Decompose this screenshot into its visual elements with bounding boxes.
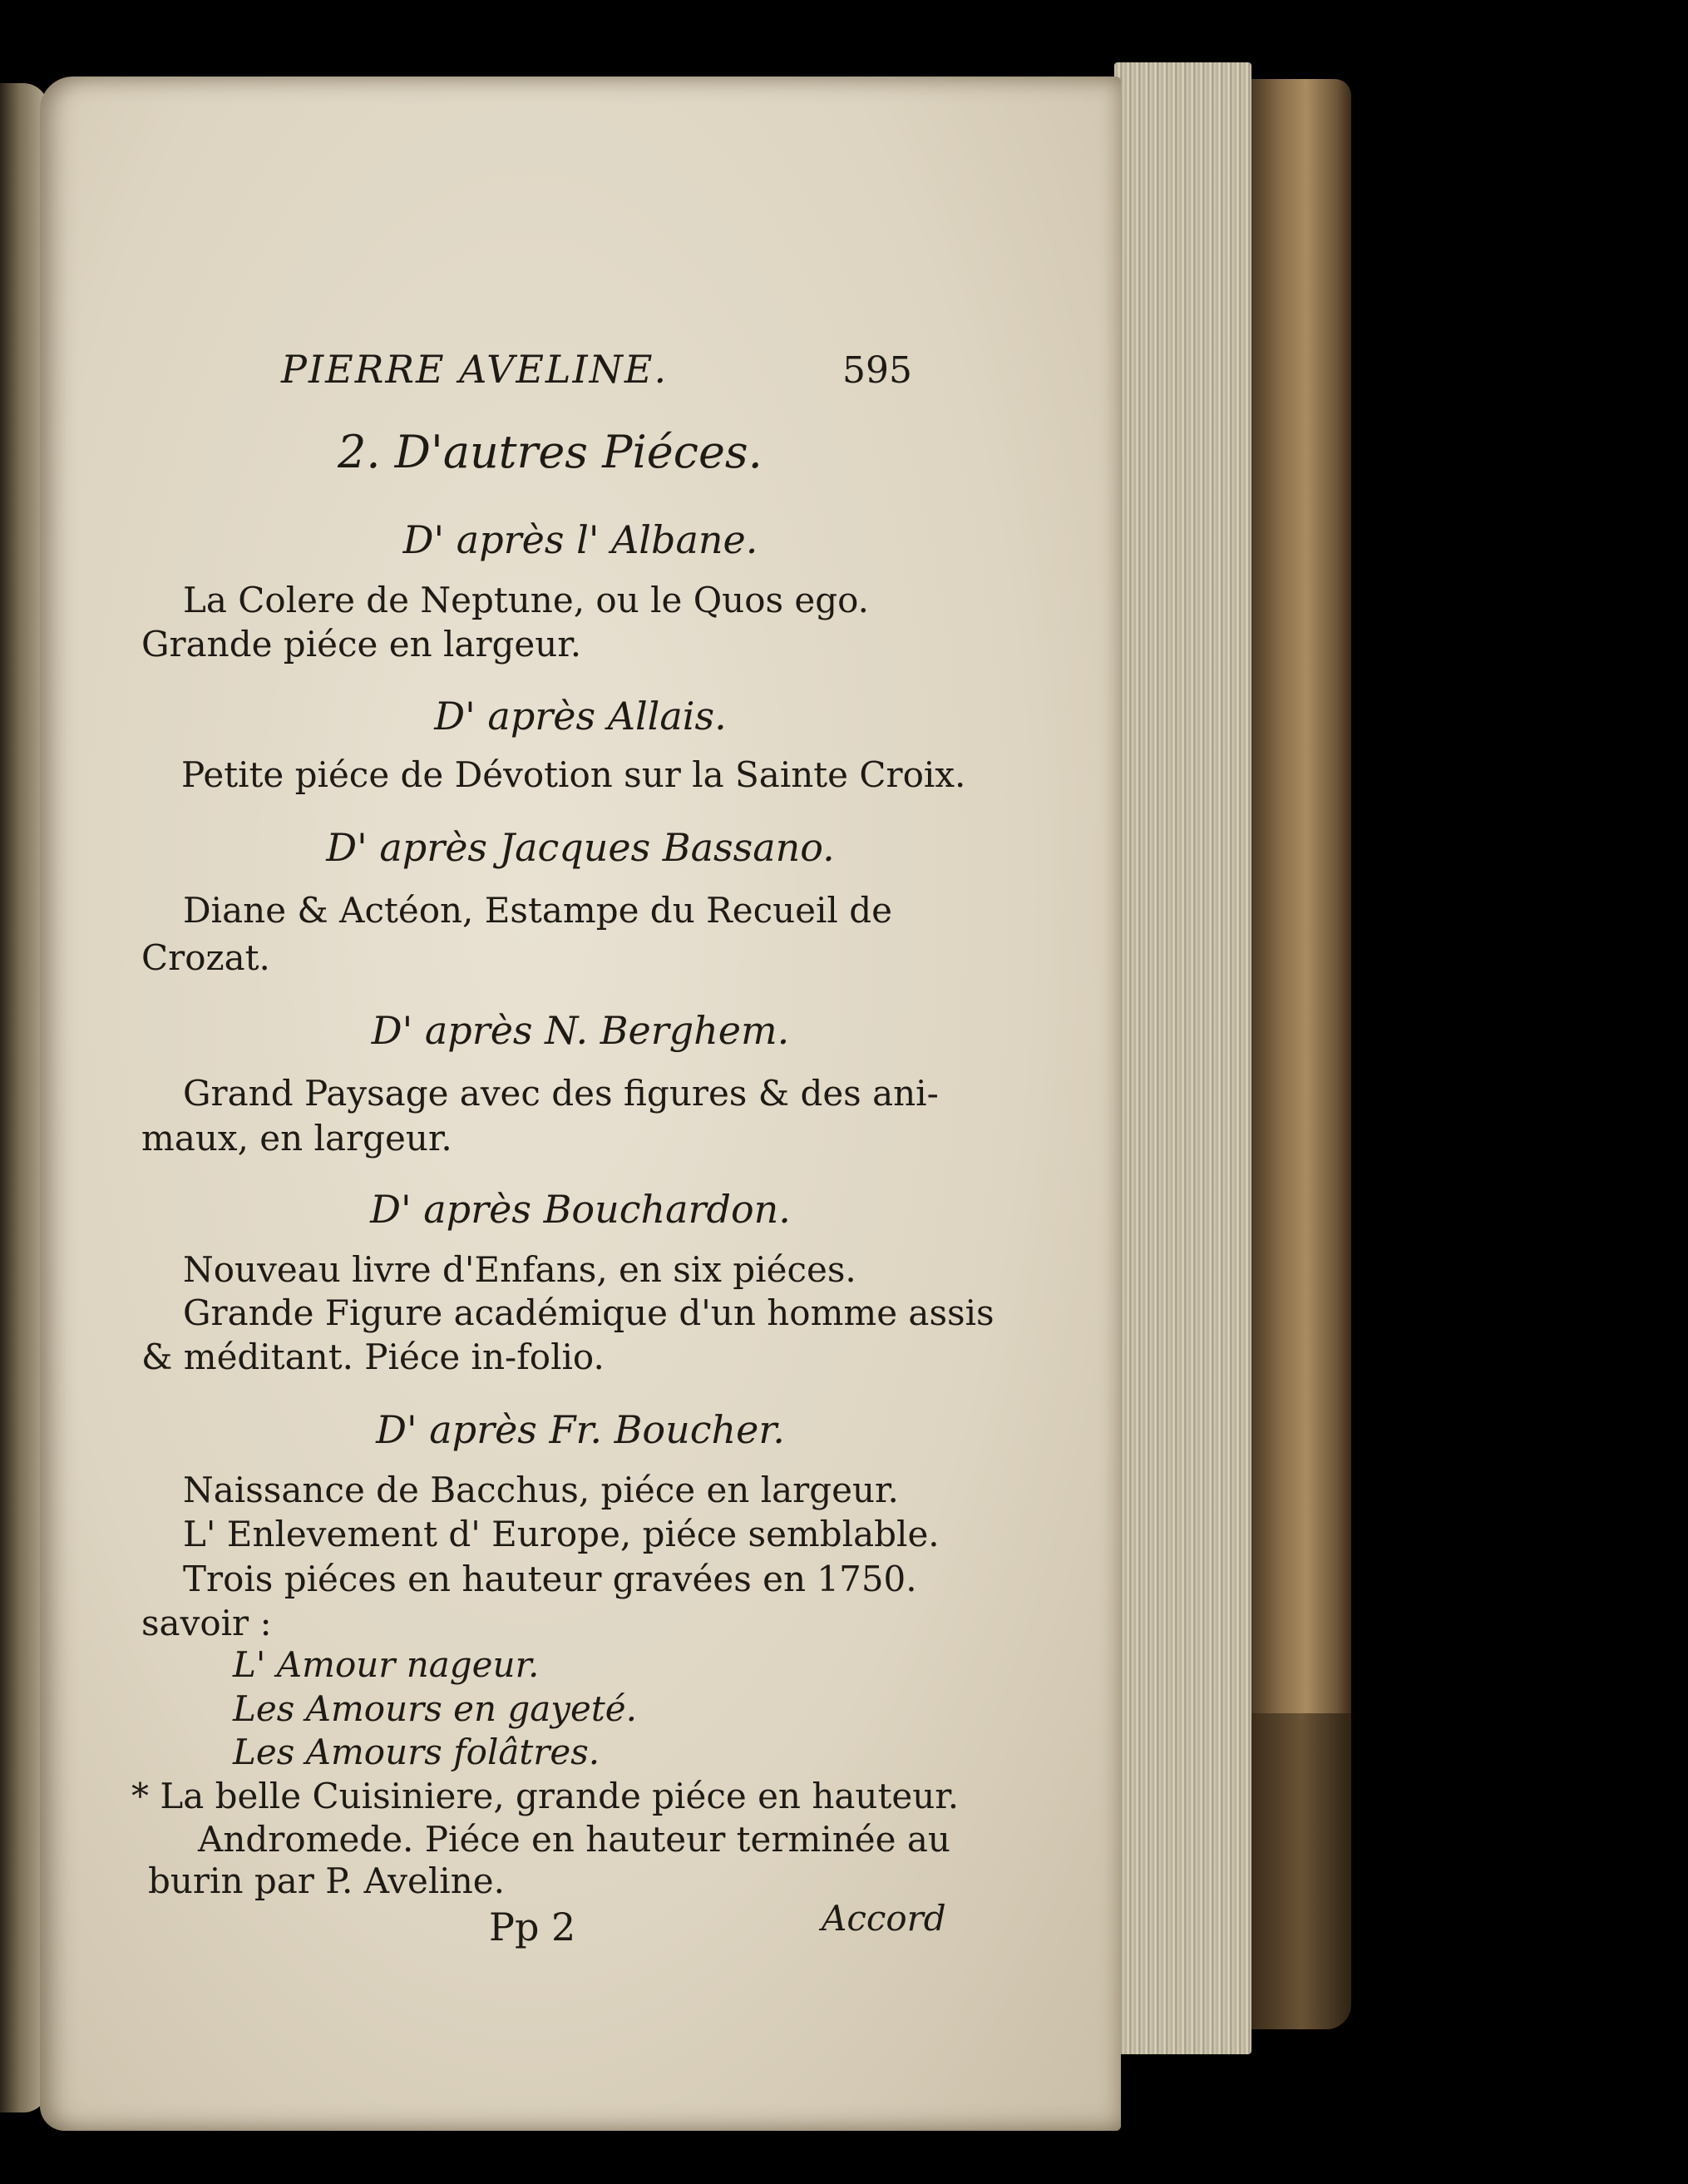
entry-line: maux, en largeur. — [141, 1118, 452, 1159]
entry-line: La Colere de Neptune, ou le Quos ego. — [183, 580, 870, 620]
entry-heading: D' après Jacques Bassano. — [326, 825, 835, 870]
entry-line: * La belle Cuisiniere, grande piéce en hauteur. — [131, 1776, 960, 1816]
entry-line: Grande piéce en largeur. — [141, 624, 582, 665]
running-head: PIERRE AVELINE. — [281, 347, 669, 392]
entry-line: Grande Figure académique d'un homme assis — [183, 1292, 995, 1333]
entry-line: Trois piéces en hauteur gravées en 1750. — [183, 1559, 917, 1599]
entry-line: & méditant. Piéce in-folio. — [141, 1337, 605, 1377]
signature-mark: Pp 2 — [489, 1905, 576, 1949]
entry-heading: D' après N. Berghem. — [371, 1008, 790, 1053]
entry-line: Nouveau livre d'Enfans, en six piéces. — [183, 1249, 856, 1290]
entry-heading: D' après Bouchardon. — [370, 1187, 791, 1232]
entry-line: L' Enlevement d' Europe, piéce semblable. — [183, 1514, 940, 1554]
entry-line: savoir : — [141, 1603, 272, 1643]
entry-heading: D' après l' Albane. — [402, 517, 758, 562]
entry-line: burin par P. Aveline. — [148, 1860, 505, 1901]
book-page — [40, 77, 1121, 2131]
entry-line: Diane & Actéon, Estampe du Recueil de — [183, 890, 892, 931]
catchword: Accord — [822, 1898, 946, 1939]
book-cover-lower — [1251, 1713, 1351, 2029]
entry-heading: D' après Fr. Boucher. — [376, 1407, 785, 1452]
entry-line: Crozat. — [141, 937, 270, 978]
page-edges — [1114, 62, 1251, 2054]
entry-line: Grand Paysage avec des figures & des ani- — [183, 1073, 939, 1114]
entry-line: Andromede. Piéce en hauteur terminée au — [198, 1819, 950, 1860]
entry-line: Les Amours folâtres. — [233, 1732, 600, 1772]
entry-line: Les Amours en gayeté. — [233, 1688, 637, 1729]
entry-line: Naissance de Bacchus, piéce en largeur. — [183, 1470, 899, 1510]
page-number: 595 — [842, 349, 912, 392]
section-title: 2. D'autres Piéces. — [338, 426, 763, 478]
entry-line: L' Amour nageur. — [233, 1644, 540, 1685]
entry-heading: D' après Allais. — [434, 694, 727, 739]
entry-line: Petite piéce de Dévotion sur la Sainte Croix. — [181, 754, 966, 795]
